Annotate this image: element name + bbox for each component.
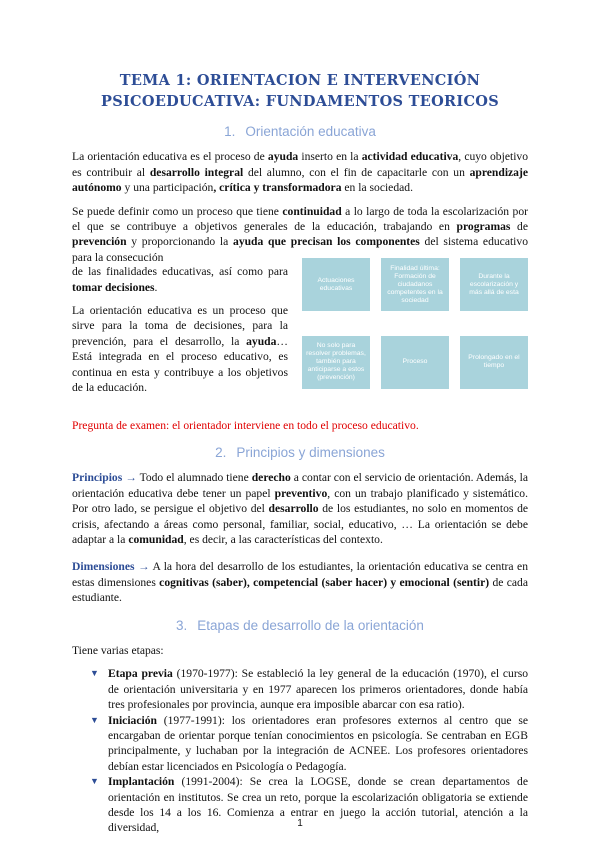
section-heading bbox=[72, 445, 528, 460]
title-line: TEMA 1: ORIENTACION E INTERVENCIÓN bbox=[119, 72, 481, 89]
text-run: (1977-1991): los orientadores eran profesores externos al centro que se encargaban de orientar porque tenían conocimientos en psicología. Se centraban en EGB principalmente, y luchaban por la integración de ACNEE. Los profesores orientadores debían estar licenciados en Psicología o Pedagogía. bbox=[108, 713, 528, 773]
text-run: de cada estudiante. bbox=[72, 575, 528, 605]
section-label: Orientación educativa bbox=[245, 124, 376, 139]
bold-text: cognitivas (saber), competencial (saber hacer) y emocional (sentir) bbox=[159, 575, 490, 589]
paragraph bbox=[72, 303, 288, 395]
text-run: de las finalidades educativas, así como para bbox=[72, 265, 288, 279]
text-run: Tiene varias etapas: bbox=[72, 643, 164, 657]
bold-text: ayuda bbox=[246, 334, 277, 348]
triangle-bullet-icon: ▼ bbox=[90, 776, 99, 787]
title-line: PSICOEDUCATIVA: FUNDAMENTOS TEORICOS bbox=[100, 93, 499, 110]
paragraph bbox=[72, 559, 528, 605]
section-number: 3. bbox=[176, 617, 188, 633]
text-run: y una participación bbox=[121, 181, 214, 195]
bold-text: desarrollo bbox=[268, 502, 319, 516]
text-run: (1991-2004): Se crea la LOGSE, donde se crean departamentos de orientación en institutos. Se crea un reto, porque la escolarización obligatoria se extiende desde los 14 a los 16. Comienza a entrar en juego la acción tutorial, atención a la diversidad, bbox=[108, 775, 528, 835]
bold-text: Etapa previa bbox=[108, 667, 173, 681]
text-run: Todo el alumnado tiene bbox=[136, 471, 252, 485]
bold-text: actividad educativa bbox=[361, 150, 459, 164]
diagram-box: Actuaciones educativas bbox=[302, 258, 370, 311]
bold-text: programas bbox=[456, 220, 511, 234]
section-label: Principios y dimensiones bbox=[236, 444, 385, 460]
text-run: a lo largo de toda la escolarización por el que se contribuye a objetivos generales de la educación, trabajando en bbox=[72, 204, 528, 234]
exam-note bbox=[72, 418, 528, 433]
text-run: La orientación educativa es un proceso que sirve para la toma de decisiones, para la prevención, para el desarrollo, la bbox=[72, 304, 288, 348]
text-run: , con un trabajo planificado y sistemático. Por otro lado, se persigue el objetivo del bbox=[72, 486, 528, 516]
text-run: a contar con el servicio de orientación. Además, la orientación educativa debe tener un papel bbox=[72, 471, 529, 500]
bold-text: preventivo bbox=[274, 486, 328, 500]
text-run: (1970-1977): Se estableció la ley general de la educación (1970), el curso de orientación universitaria y en 1977 aparecen los primeros orientadores, donde había tres profesionales por provincia, aunque era imposible abarcar con esa ratio). bbox=[108, 667, 528, 712]
text-run: La orientación educativa es el proceso de bbox=[72, 150, 268, 164]
section-label: Etapas de desarrollo de la orientación bbox=[197, 617, 424, 633]
triangle-bullet-icon: ▼ bbox=[90, 668, 99, 679]
section-heading bbox=[72, 618, 528, 633]
document-page bbox=[72, 70, 528, 836]
paragraph bbox=[72, 204, 528, 266]
paragraph bbox=[72, 643, 528, 658]
text-run: de los estudiantes, no solo en momentos de crisis, afectando a áreas como personal, familiar, social, educativo, … La orientación se debe adaptar a la bbox=[72, 502, 529, 546]
text-run: . bbox=[154, 280, 158, 294]
text-run: en la sociedad. bbox=[341, 181, 413, 195]
text-run: A la hora del desarrollo de los estudiantes, la orientación educativa se centra en estas dimensiones bbox=[72, 560, 528, 589]
smartart-diagram bbox=[302, 258, 528, 403]
term-label: Principios → bbox=[72, 471, 137, 485]
diagram-box: Prolongado en el tiempo bbox=[460, 336, 528, 389]
paragraph bbox=[72, 470, 528, 547]
bold-text: ayuda bbox=[267, 150, 299, 164]
bold-text: aprendizaje autónomo bbox=[72, 165, 528, 195]
document-title bbox=[72, 70, 528, 112]
text-run: y proporcionando la bbox=[126, 235, 234, 249]
diagram-box: Proceso bbox=[381, 336, 449, 389]
text-with-diagram bbox=[72, 264, 528, 403]
text-run: … Está integrada en el proceso educativo, es continua en esta y contribuye a los objetivos de la educación. bbox=[72, 334, 288, 395]
text-run: del sistema educativo para la consecución bbox=[72, 235, 529, 264]
diagram-box: No solo para resolver problemas, también para anticiparse a estos (prevención) bbox=[302, 336, 370, 389]
bold-text: ayuda que precisan los componentes bbox=[233, 235, 420, 249]
stages-list bbox=[72, 666, 528, 835]
text-run: inserto en la bbox=[298, 150, 362, 164]
text-run: , cuyo objetivo es contribuir al bbox=[72, 150, 529, 179]
text-run: Pregunta de examen: el orientador interviene en todo el proceso educativo. bbox=[72, 418, 419, 432]
diagram-box: Durante la escolarización y más allá de esta bbox=[460, 258, 528, 311]
bold-text: tomar decisiones bbox=[72, 280, 155, 294]
bold-text: desarrollo integral bbox=[149, 165, 244, 179]
bold-text: Iniciación bbox=[108, 713, 157, 727]
bold-text: continuidad bbox=[282, 204, 342, 218]
paragraph bbox=[72, 149, 528, 195]
bold-text: , crítica y transformadora bbox=[213, 181, 342, 195]
section-number: 1. bbox=[224, 124, 236, 139]
bold-text: Implantación bbox=[108, 775, 175, 789]
list-item bbox=[90, 713, 528, 775]
bold-text: comunidad bbox=[128, 532, 184, 546]
text-run: de bbox=[510, 220, 529, 234]
page-number: 1 bbox=[297, 818, 303, 829]
paragraph bbox=[72, 264, 288, 295]
section-number: 2. bbox=[215, 444, 227, 460]
text-run: del alumno, con el fin de capacitarle con un bbox=[243, 165, 470, 179]
list-item bbox=[90, 666, 528, 712]
section-heading bbox=[72, 124, 528, 139]
bold-text: prevención bbox=[72, 235, 127, 249]
diagram-box: Finalidad última: Formación de ciudadanos competentes en la sociedad bbox=[381, 258, 449, 311]
text-run: , es decir, a las características del contexto. bbox=[183, 532, 383, 546]
term-label: Dimensiones → bbox=[72, 560, 150, 574]
triangle-bullet-icon: ▼ bbox=[90, 714, 99, 725]
bold-text: derecho bbox=[251, 471, 291, 485]
text-run: Se puede definir como un proceso que tiene bbox=[72, 204, 283, 218]
